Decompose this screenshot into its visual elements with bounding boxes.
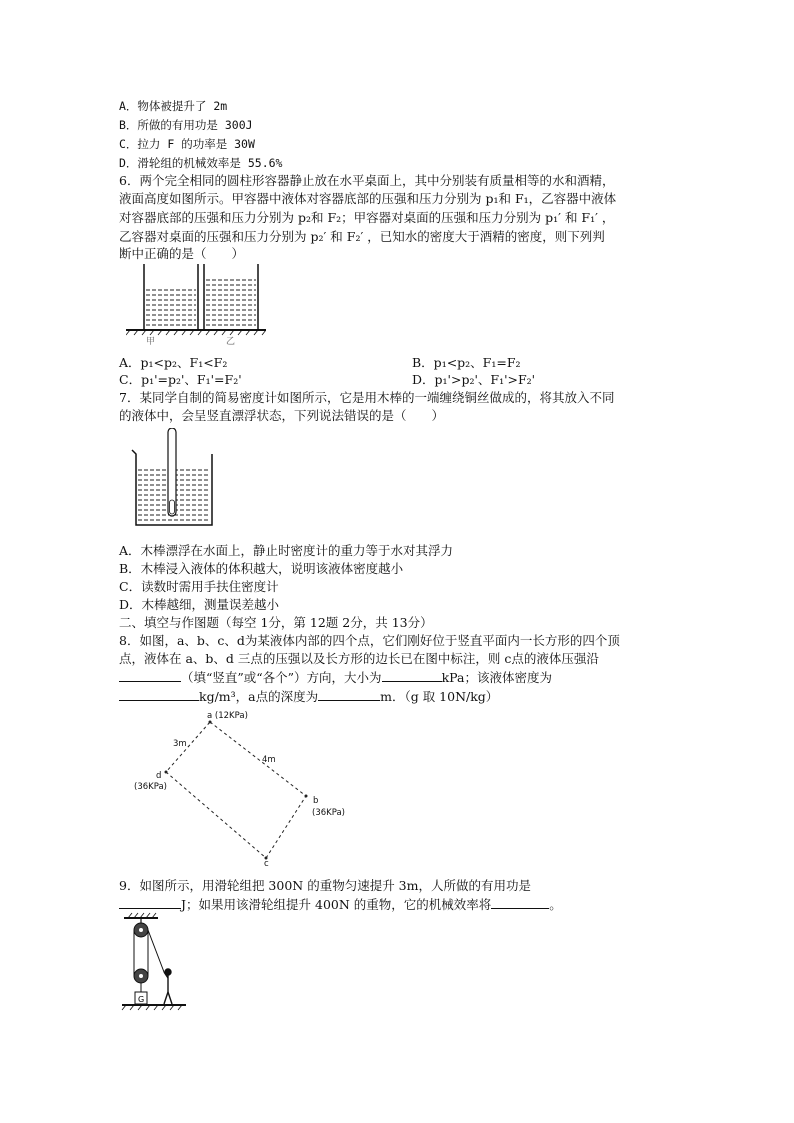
- section-2-title: 二、填空与作图题（每空 1分，第 12题 2分，共 13分）: [119, 615, 433, 630]
- q8-stem-line-4: kg/m³，a点的深度为 m．（g 取 10N/kg）: [119, 688, 498, 705]
- q8-blank-direction[interactable]: [119, 669, 181, 682]
- q6-stem-line-5: 断中正确的是（ ）: [119, 246, 245, 261]
- q9-stem-line-2: J；如果用该滑轮组提升 400N 的重物，它的机械效率将 。: [119, 896, 562, 913]
- q9-blank-efficiency[interactable]: [491, 896, 549, 909]
- q8-blank-pressure[interactable]: [382, 669, 442, 682]
- q6-stem-line-3: 对容器底部的压强和压力分别为 p₂和 F₂；甲容器对桌面的压强和压力分别为 p₁′ 和 F₁′ ，: [119, 210, 615, 225]
- label-yi: 乙: [226, 337, 236, 346]
- q8-stem-line-1: 8．如图，a、b、c、d为某液体内部的四个点，它们刚好位于竖直平面内一长方形的四个顶: [119, 633, 620, 648]
- q5-option-b: B．所做的有用功是 300J: [119, 118, 253, 132]
- weight-label: G: [138, 995, 145, 1004]
- q8-blank-density[interactable]: [119, 688, 199, 701]
- q6-containers-figure: [126, 262, 266, 346]
- q6-option-b: B．p₁<p₂、F₁=F₂: [412, 355, 521, 370]
- point-d-label: d: [156, 771, 162, 781]
- q7-stem-line-2: 的液体中，会呈竖直漂浮状态，下列说法错误的是（ ）: [119, 408, 445, 423]
- q9-blank-useful-work[interactable]: [119, 896, 181, 909]
- q7-option-d: D．木棒越细，测量误差越小: [119, 597, 280, 612]
- point-a-label: a (12KPa): [207, 711, 248, 721]
- q7-option-b: B．木棒浸入液体的体积越大，说明该液体密度越小: [119, 561, 404, 576]
- q6-option-c: C．p₁'=p₂'、F₁'=F₂': [119, 372, 242, 387]
- q8-stem-line-3: （填“竖直”或“各个”）方向，大小为 kPa；该液体密度为: [119, 669, 552, 686]
- q6-option-a: A．p₁<p₂、F₁<F₂: [119, 355, 228, 370]
- q6-stem-line-2: 液面高度如图所示。甲容器中液体对容器底部的压强和压力分别为 p₁和 F₁，乙容器中液体: [119, 191, 617, 206]
- side-4m-label: 4m: [262, 755, 276, 765]
- label-jia: 甲: [146, 337, 156, 346]
- point-c-label: c: [264, 859, 269, 868]
- point-b-label: b: [313, 796, 319, 806]
- q7-stem-line-1: 7．某同学自制的简易密度计如图所示，它是用木棒的一端缠绕铜丝做成的，将其放入不同: [119, 390, 615, 405]
- q7-hydrometer-figure: [126, 428, 221, 528]
- q9-pulley-figure: [118, 912, 188, 1012]
- q5-option-d: D．滑轮组的机械效率是 55.6%: [119, 156, 283, 170]
- q5-option-a: A．物体被提升了 2m: [119, 99, 228, 113]
- q5-option-c: C．拉力 F 的功率是 30W: [119, 137, 255, 151]
- container-jia: [144, 264, 198, 330]
- q8-stem-line-2: 点，液体在 a、b、d 三点的压强以及长方形的边长已在图中标注，则 c点的液体压强沿: [119, 651, 599, 666]
- q6-stem-line-1: 6．两个完全相同的圆柱形容器静止放在水平桌面上，其中分别装有质量相等的水和酒精，: [119, 173, 615, 188]
- q9-stem-line-1: 9．如图所示，用滑轮组把 300N 的重物匀速提升 3m，人所做的有用功是: [119, 878, 531, 893]
- q7-option-c: C．读数时需用手扶住密度计: [119, 579, 279, 594]
- q6-stem-line-4: 乙容器对桌面的压强和压力分别为 p₂′ 和 F₂′ ，已知水的密度大于酒精的密度，则下列判: [119, 229, 605, 244]
- person-figure: [164, 969, 172, 1004]
- point-b-pressure: (36KPa): [312, 808, 345, 818]
- q6-option-d: D．p₁'>p₂'、F₁'>F₂': [412, 372, 536, 387]
- q8-blank-depth[interactable]: [318, 688, 380, 701]
- q7-option-a: A．木棒漂浮在水面上，静止时密度计的重力等于水对其浮力: [119, 543, 454, 558]
- side-3m-label: 3m: [173, 739, 187, 749]
- point-d-pressure: (36KPa): [134, 782, 167, 792]
- container-yi: [204, 264, 258, 330]
- q8-rectangle-figure: [130, 708, 350, 868]
